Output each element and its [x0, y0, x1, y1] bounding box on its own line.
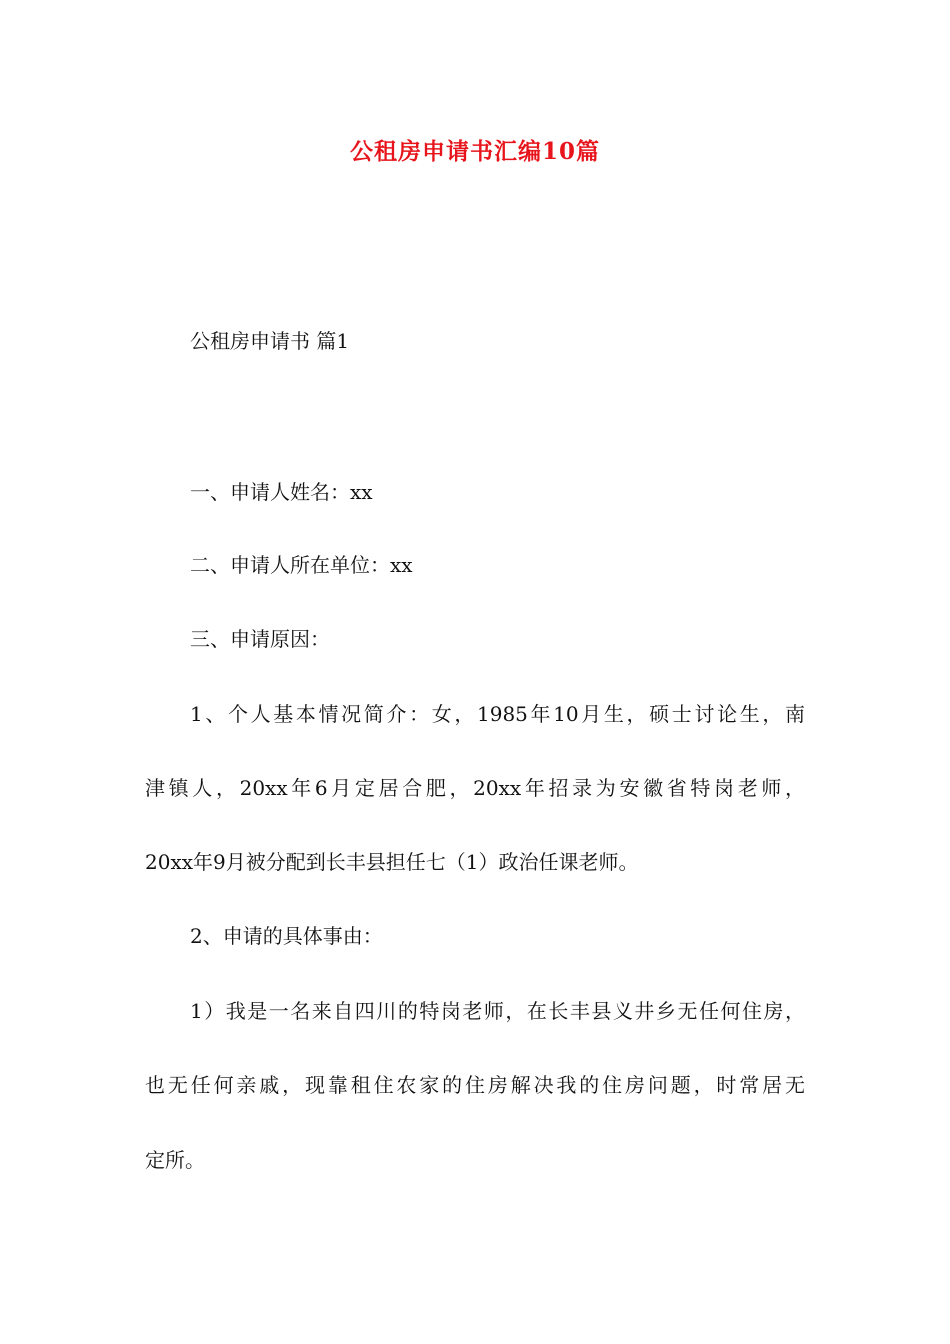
paragraph-basic-info-line-3: 20xx年9月被分配到长丰县担任七（1）政治任课老师。 [145, 850, 639, 874]
paragraph-reason-1-line-2: 也无任何亲戚，现靠租住农家的住房解决我的住房问题，时常居无 [145, 1073, 805, 1097]
paragraph-reason-heading: 三、申请原因： [190, 627, 330, 651]
paragraph-basic-info-line-2: 津镇人，20xx年6月定居合肥，20xx年招录为安徽省特岗老师， [145, 776, 805, 800]
paragraph-basic-info-line-1: 1、个人基本情况简介：女，1985年10月生，硕士讨论生，南 [190, 702, 805, 726]
document-title: 公租房申请书汇编10篇 [349, 138, 600, 165]
paragraph-applicant-name: 一、申请人姓名：xx [190, 480, 373, 504]
paragraph-specific-reason-heading: 2、申请的具体事由： [190, 924, 383, 948]
paragraph-reason-1-line-1: 1）我是一名来自四川的特岗老师，在长丰县义井乡无任何住房， [190, 999, 805, 1023]
paragraph-reason-1-line-3: 定所。 [145, 1148, 205, 1172]
section-heading: 公租房申请书 篇1 [190, 329, 350, 353]
paragraph-applicant-unit: 二、申请人所在单位：xx [190, 553, 413, 577]
